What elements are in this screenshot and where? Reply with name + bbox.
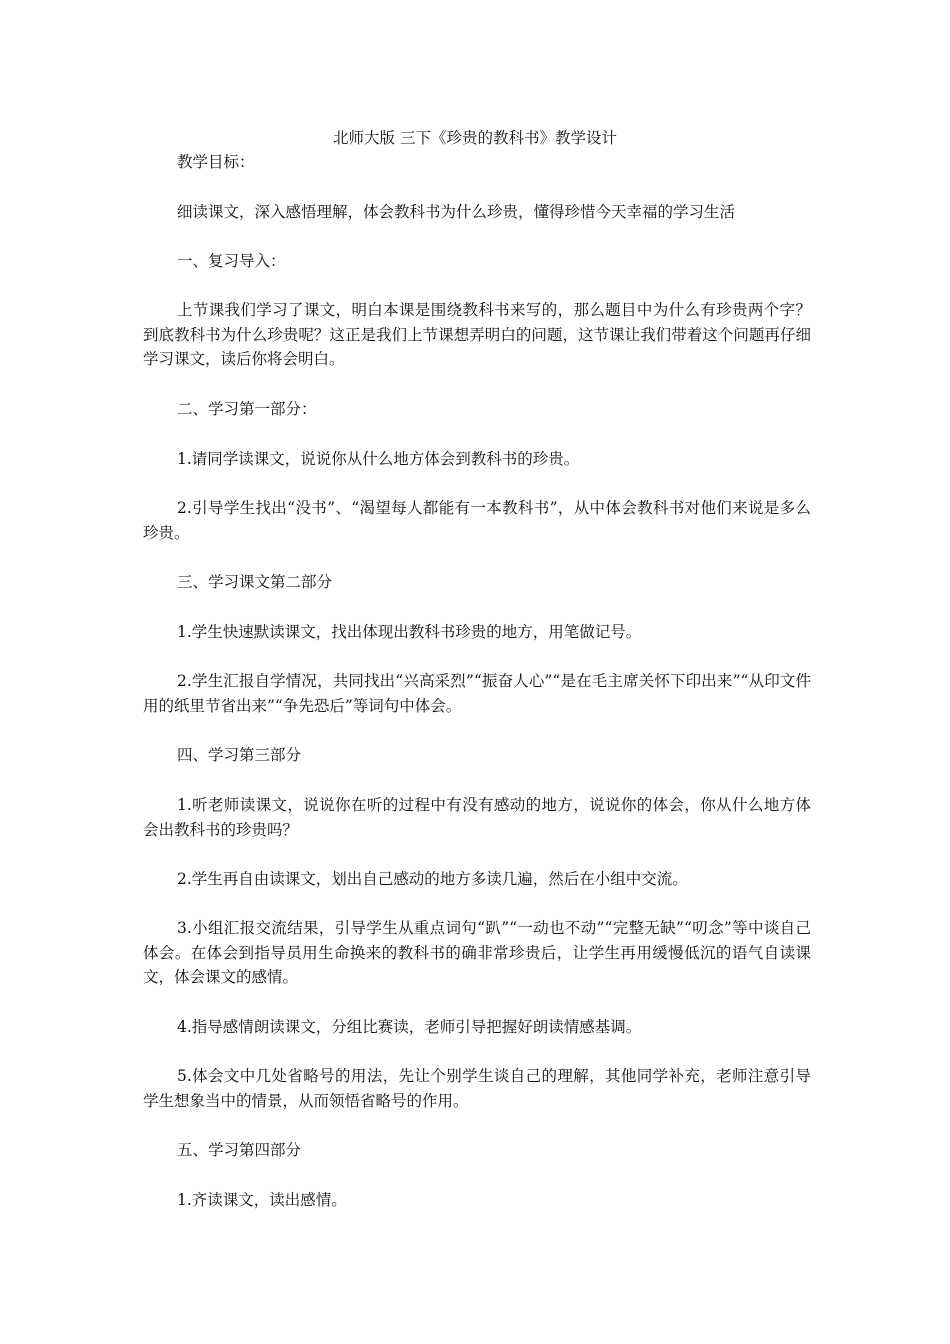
list-item-2-2: 2.引导学生找出“没书”、“渴望每人都能有一本教科书”，从中体会教科书对他们来说是多么珍贵。 xyxy=(143,499,811,542)
list-item-3-2: 2.学生汇报自学情况，共同找出“兴高采烈”“振奋人心”“是在毛主席关怀下印出来”“从印文件用的纸里节省出来”“争先恐后”等词句中体会。 xyxy=(143,672,811,715)
list-item-4-2: 2.学生再自由读课文，划出自己感动的地方多读几遍，然后在小组中交流。 xyxy=(177,870,688,888)
list-item-5-1: 1.齐读课文，读出感情。 xyxy=(177,1191,347,1209)
heading-teaching-goals: 教学目标： xyxy=(177,153,255,171)
list-item-2-1: 1.请同学读课文，说说你从什么地方体会到教科书的珍贵。 xyxy=(177,450,580,468)
heading-section-4: 四、学习第三部分 xyxy=(177,746,302,764)
heading-section-5: 五、学习第四部分 xyxy=(177,1141,302,1159)
heading-section-1: 一、复习导入： xyxy=(177,252,286,270)
list-item-4-4: 4.指导感情朗读课文，分组比赛读，老师引导把握好朗读情感基调。 xyxy=(177,1018,642,1036)
list-item-4-3: 3.小组汇报交流结果，引导学生从重点词句“趴”“一动也不动”“完整无缺”“叨念”等中谈自己体会。在体会到指导员用生命换来的教科书的确非常珍贵后，让学生再用缓慢低沉的语气自读课文，体会课文的感情。 xyxy=(143,919,811,986)
paragraph-review-intro: 上节课我们学习了课文，明白本课是围绕教科书来写的，那么题目中为什么有珍贵两个字？到底教科书为什么珍贵呢？这正是我们上节课想弄明白的问题，这节课让我们带着这个问题再仔细学习课文，读后你将会明白。 xyxy=(143,301,811,368)
list-item-4-1: 1.听老师读课文，说说你在听的过程中有没有感动的地方，说说你的体会，你从什么地方体会出教科书的珍贵吗？ xyxy=(143,796,811,839)
paragraph-goal-text: 细读课文，深入感悟理解，体会教科书为什么珍贵，懂得珍惜今天幸福的学习生活 xyxy=(177,203,736,221)
list-item-4-5: 5.体会文中几处省略号的用法，先让个别学生谈自己的理解，其他同学补充，老师注意引导学生想象当中的情景，从而领悟省略号的作用。 xyxy=(143,1067,811,1110)
document-title: 北师大版 三下《珍贵的教科书》教学设计 xyxy=(333,129,617,147)
heading-section-2: 二、学习第一部分： xyxy=(177,400,317,418)
list-item-3-1: 1.学生快速默读课文，找出体现出教科书珍贵的地方，用笔做记号。 xyxy=(177,623,642,641)
heading-section-3: 三、学习课文第二部分 xyxy=(177,573,333,591)
